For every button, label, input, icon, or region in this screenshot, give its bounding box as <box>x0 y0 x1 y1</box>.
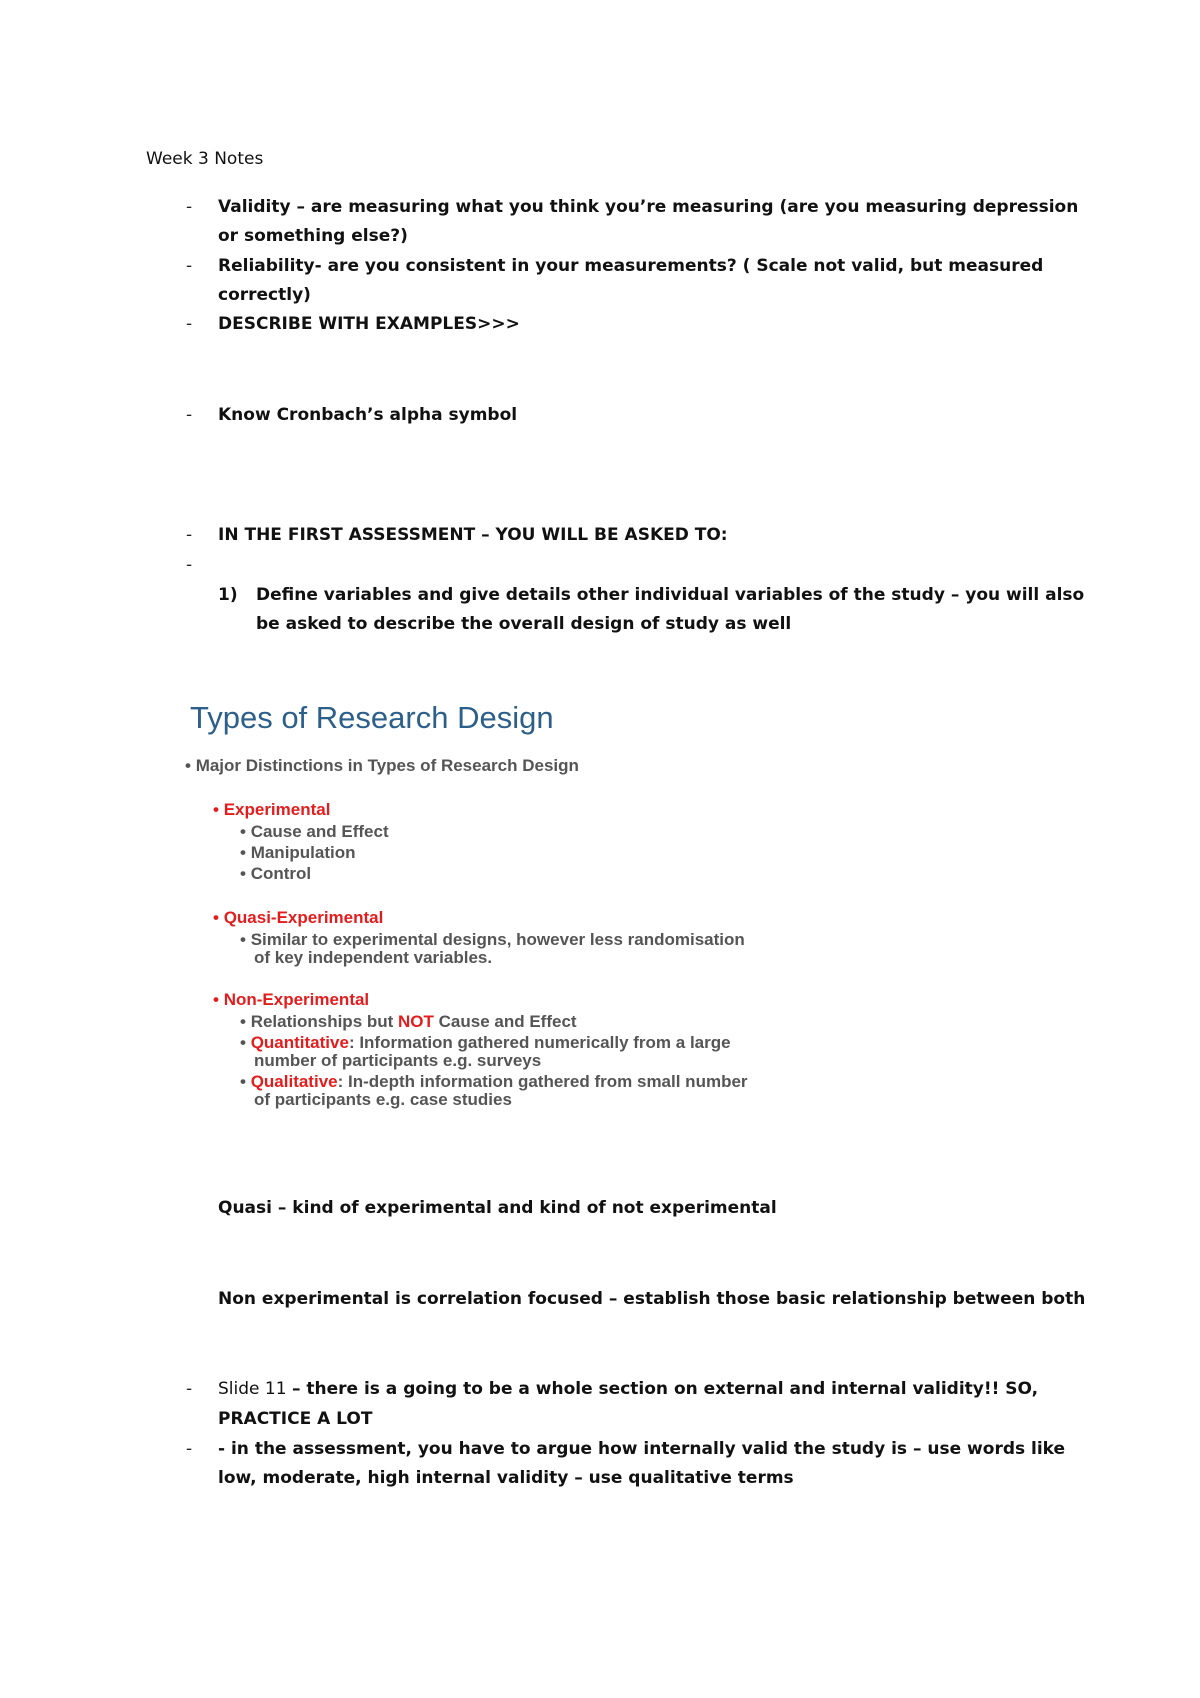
qualitative-label: Qualitative <box>250 1072 338 1091</box>
quasi-item <box>240 930 745 950</box>
nonexp-quantitative <box>240 1033 731 1053</box>
relationships-text-end: Cause and Effect <box>433 1012 577 1031</box>
bullet-icon: • <box>213 800 219 819</box>
bullet-icon: • <box>185 756 191 775</box>
page-title: Week 3 Notes <box>146 149 264 169</box>
describe-line: DESCRIBE WITH EXAMPLES>>> <box>218 314 520 334</box>
relationships-text: Relationships but <box>250 1012 399 1031</box>
bullet-icon: • <box>213 990 219 1009</box>
bullet-icon: • <box>240 930 246 949</box>
research-design-slide <box>170 690 820 1110</box>
experimental-item <box>240 864 311 884</box>
quasi-note: Quasi – kind of experimental and kind of not experimental <box>218 1198 777 1218</box>
reliability-text: - are you consistent in your measurements? ( Scale not valid, but measured <box>314 256 1044 276</box>
validity-text: – are measuring what you think you’re measuring (are you measuring depression <box>290 197 1079 217</box>
validity-line-2: or something else?) <box>218 226 408 246</box>
bullet-icon: • <box>240 864 246 883</box>
bullet-icon: • <box>213 908 219 927</box>
list-dash: - <box>186 256 193 276</box>
list-dash: - <box>186 197 193 217</box>
numbered-item-line-1: Define variables and give details other individual variables of the study – you will also <box>256 585 1085 605</box>
quasi-item-text: Similar to experimental designs, however less randomisation <box>250 930 745 949</box>
list-dash: - <box>186 1439 193 1459</box>
quantitative-text: : Information gathered numerically from a large <box>348 1033 731 1052</box>
qualitative-text: : In-depth information gathered from small number <box>337 1072 748 1091</box>
numbered-item-number: 1) <box>218 585 238 605</box>
quantitative-label: Quantitative <box>250 1033 349 1052</box>
argue-line-1: - in the assessment, you have to argue how internally valid the study is – use words like <box>218 1439 1066 1459</box>
list-dash: - <box>186 1379 193 1399</box>
quasi-heading-text: Quasi-Experimental <box>223 908 384 927</box>
slide11-text: – there is a going to be a whole section on external and internal validity!! SO, <box>291 1379 1039 1399</box>
bullet-icon: • <box>240 1072 246 1091</box>
experimental-heading <box>213 800 330 820</box>
bullet-icon: • <box>240 1012 246 1031</box>
nonexp-heading-text: Non-Experimental <box>223 990 370 1009</box>
experimental-item <box>240 843 356 863</box>
slide-subtitle-text: Major Distinctions in Types of Research Design <box>195 756 579 775</box>
bullet-icon: • <box>240 1033 246 1052</box>
experimental-item <box>240 822 389 842</box>
experimental-item-text: Manipulation <box>250 843 356 862</box>
nonexp-note: Non experimental is correlation focused – establish those basic relationship between both <box>218 1289 1086 1309</box>
experimental-item-text: Control <box>250 864 312 883</box>
list-dash: - <box>186 555 193 575</box>
argue-line-2: low, moderate, high internal validity – use qualitative terms <box>218 1468 794 1488</box>
quasi-item-continued: of key independent variables. <box>254 948 493 967</box>
nonexp-quantitative-continued: number of participants e.g. surveys <box>254 1051 542 1070</box>
nonexp-relationships <box>240 1012 577 1032</box>
slide11-lead: Slide 11 <box>218 1379 292 1399</box>
nonexp-heading <box>213 990 369 1010</box>
quasi-heading <box>213 908 383 928</box>
slide11-line-1 <box>218 1379 1038 1399</box>
assessment-heading: IN THE FIRST ASSESSMENT – YOU WILL BE ASKED TO: <box>218 525 728 545</box>
list-dash: - <box>186 405 193 425</box>
slide11-line-2: PRACTICE A LOT <box>218 1409 373 1429</box>
cronbach-line: Know Cronbach’s alpha symbol <box>218 405 518 425</box>
experimental-item-text: Cause and Effect <box>250 822 389 841</box>
numbered-item-line-2: be asked to describe the overall design of study as well <box>256 614 792 634</box>
not-emphasis: NOT <box>398 1012 434 1031</box>
bullet-icon: • <box>240 843 246 862</box>
nonexp-qualitative <box>240 1072 748 1092</box>
validity-lead: Validity <box>218 197 291 217</box>
list-dash: - <box>186 525 193 545</box>
reliability-line-1 <box>218 256 1043 276</box>
bullet-icon: • <box>240 822 246 841</box>
validity-line-1 <box>218 197 1078 217</box>
experimental-heading-text: Experimental <box>223 800 331 819</box>
slide-subtitle <box>185 756 579 776</box>
reliability-line-2: correctly) <box>218 285 311 305</box>
nonexp-qualitative-continued: of participants e.g. case studies <box>254 1090 512 1109</box>
list-dash: - <box>186 314 193 334</box>
slide-title: Types of Research Design <box>190 700 554 735</box>
reliability-lead: Reliability <box>218 256 315 276</box>
